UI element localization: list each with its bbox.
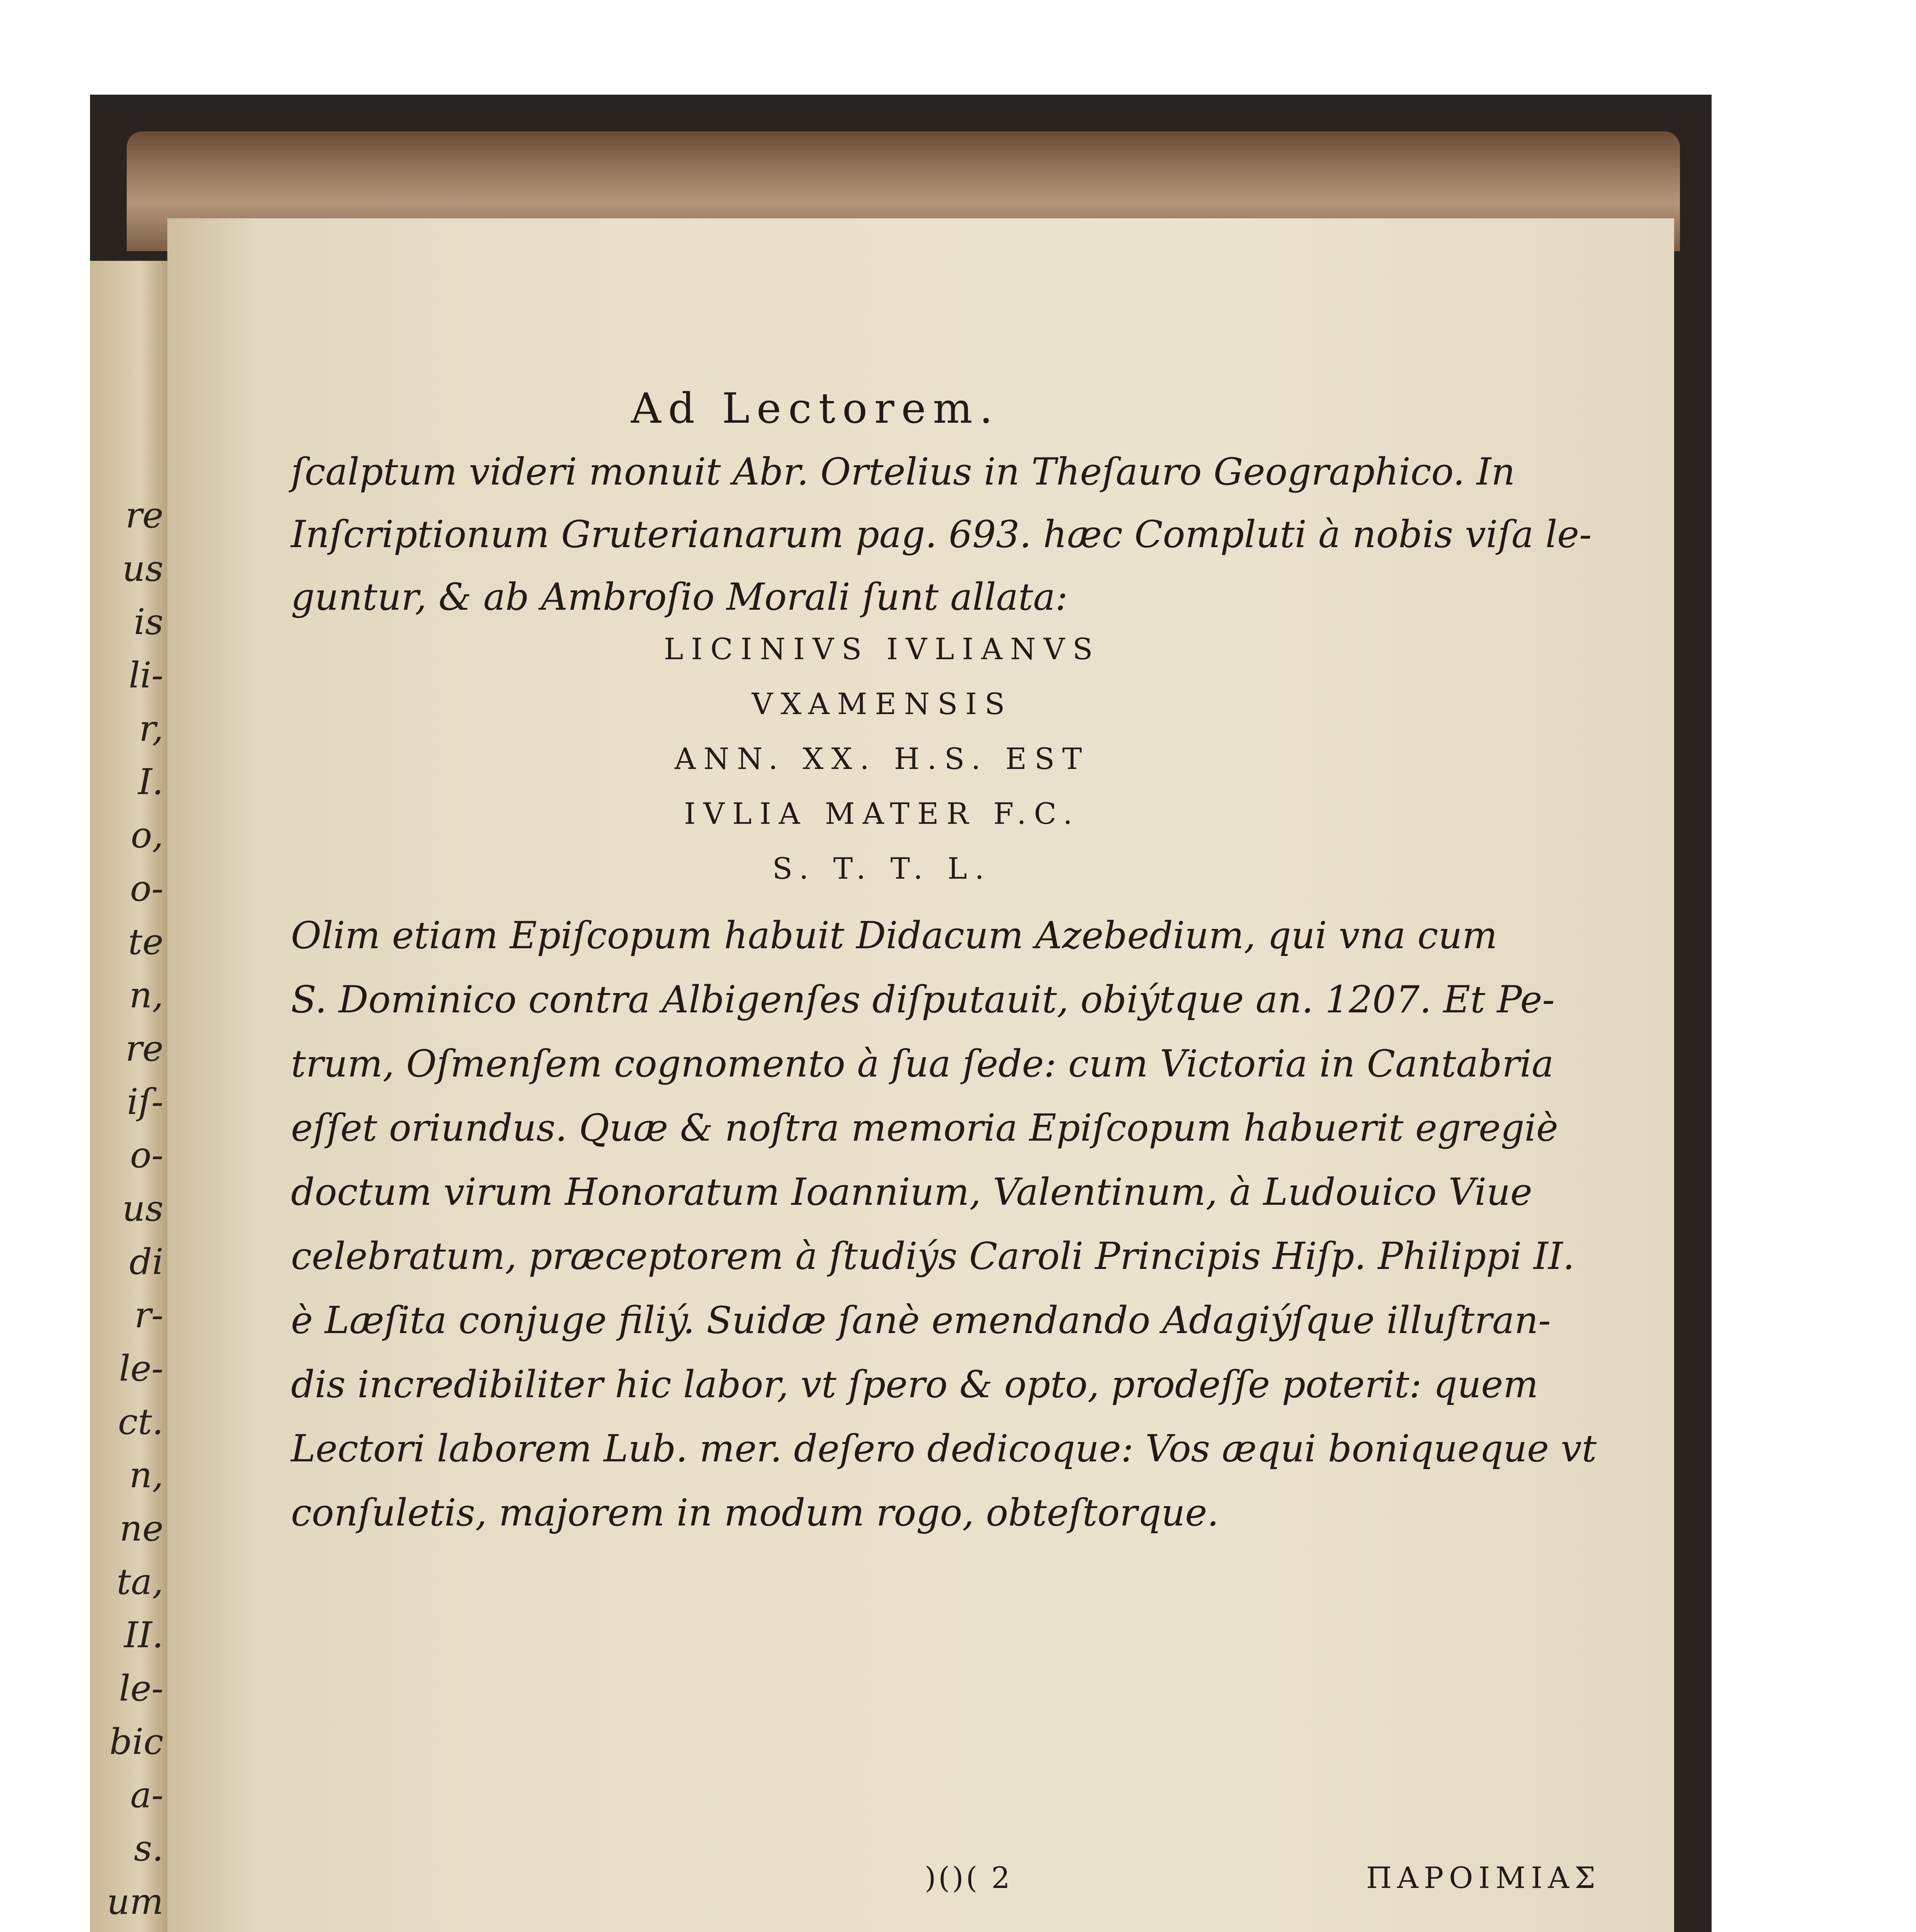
left-margin-fragment: r-	[134, 1294, 163, 1336]
left-margin-fragment: is	[134, 601, 163, 643]
scan-frame	[90, 95, 1712, 1932]
body-bottom-line: doctum virum Honoratum Ioannium, Valentinum, à Ludouico Viue	[291, 1170, 1532, 1214]
left-margin-fragment: ct.	[118, 1401, 163, 1442]
body-bottom-line: Lectori laborem Lub. mer. deſero dedicoque: Vos æqui boniqueque vt	[291, 1427, 1597, 1470]
inscription-line: IVLIA MATER F.C.	[684, 796, 1080, 831]
left-margin-fragment: o-	[130, 1134, 163, 1176]
left-margin-fragment: s.	[134, 1828, 163, 1869]
body-bottom-line: trum, Oſmenſem cognomento à ſua ſede: cum Victoria in Cantabria	[291, 1042, 1554, 1085]
left-margin-fragment: ne	[119, 1508, 163, 1549]
body-bottom-line: è Læſita conjuge filiý. Suidæ ſanè emendando Adagiýſque illuſtran-	[291, 1299, 1551, 1342]
body-bottom-line: S. Dominico contra Albigenſes diſputauit, obiýtque an. 1207. Et Pe-	[291, 978, 1555, 1021]
book-page	[167, 218, 1674, 1932]
left-margin-fragment: bic	[109, 1721, 163, 1762]
left-margin-fragment: r,	[139, 708, 163, 749]
left-margin-fragment: iſ-	[127, 1081, 163, 1122]
left-margin-fragment: um	[107, 1881, 163, 1922]
inscription-line: VXAMENSIS	[751, 687, 1013, 721]
left-margin-fragment: li-	[129, 655, 163, 696]
left-margin-fragment: o,	[131, 815, 163, 856]
left-margin-fragment: re	[125, 495, 163, 536]
left-margin-fragment: le-	[119, 1668, 163, 1709]
left-margin-fragment: n,	[129, 975, 163, 1016]
body-bottom-line: conſuletis, majorem in modum rogo, obteſtorque.	[291, 1491, 1219, 1534]
left-margin-fragment: a-	[130, 1774, 163, 1816]
left-margin-fragment: le-	[119, 1348, 163, 1389]
left-margin-fragment	[90, 1929, 163, 1932]
body-bottom-line: celebratum, præceptorem à ſtudiýs Caroli Principis Hiſp. Philippi II.	[291, 1235, 1575, 1278]
page-foot	[925, 1861, 1601, 1903]
left-margin-fragment: di	[129, 1241, 163, 1282]
signature-mark: )()( 2	[925, 1861, 1013, 1895]
left-page-text-fragments	[90, 261, 163, 1932]
left-margin-fragment: n,	[129, 1454, 163, 1496]
catchword: ΠΑΡΟΙΜΙΑΣ	[1366, 1861, 1601, 1895]
left-margin-fragment: I.	[138, 761, 163, 803]
body-top-line: ſcalptum videri monuit Abr. Ortelius in Theſauro Geographico. In	[291, 450, 1515, 493]
body-top-line: guntur, & ab Ambroſio Morali ſunt allata:	[291, 575, 1068, 619]
inscription-line: ANN. XX. H.S. EST	[674, 742, 1090, 776]
left-margin-fragment: re	[125, 1028, 163, 1069]
body-bottom-line: Olim etiam Epiſcopum habuit Didacum Azebedium, qui vna cum	[291, 914, 1498, 957]
body-bottom-line: dis incredibiliter hic labor, vt ſpero & opto, prodeſſe poterit: quem	[291, 1363, 1539, 1406]
inscription-line: LICINIVS IVLIANVS	[663, 632, 1101, 666]
left-margin-fragment: ta,	[116, 1561, 163, 1602]
inscription-line: S. T. T. L.	[772, 851, 992, 886]
left-margin-fragment: us	[122, 548, 163, 589]
left-margin-fragment: us	[122, 1188, 163, 1229]
left-margin-fragment: II.	[124, 1614, 163, 1656]
body-bottom-line: eſſet oriundus. Quæ & noſtra memoria Epiſcopum habuerit egregiè	[291, 1106, 1558, 1150]
body-top-line: Inſcriptionum Gruterianarum pag. 693. hæc Compluti à nobis viſa le-	[291, 513, 1592, 556]
running-head: Ad Lectorem.	[631, 384, 1000, 433]
left-margin-fragment: te	[128, 921, 163, 963]
left-margin-fragment: o-	[130, 868, 163, 909]
